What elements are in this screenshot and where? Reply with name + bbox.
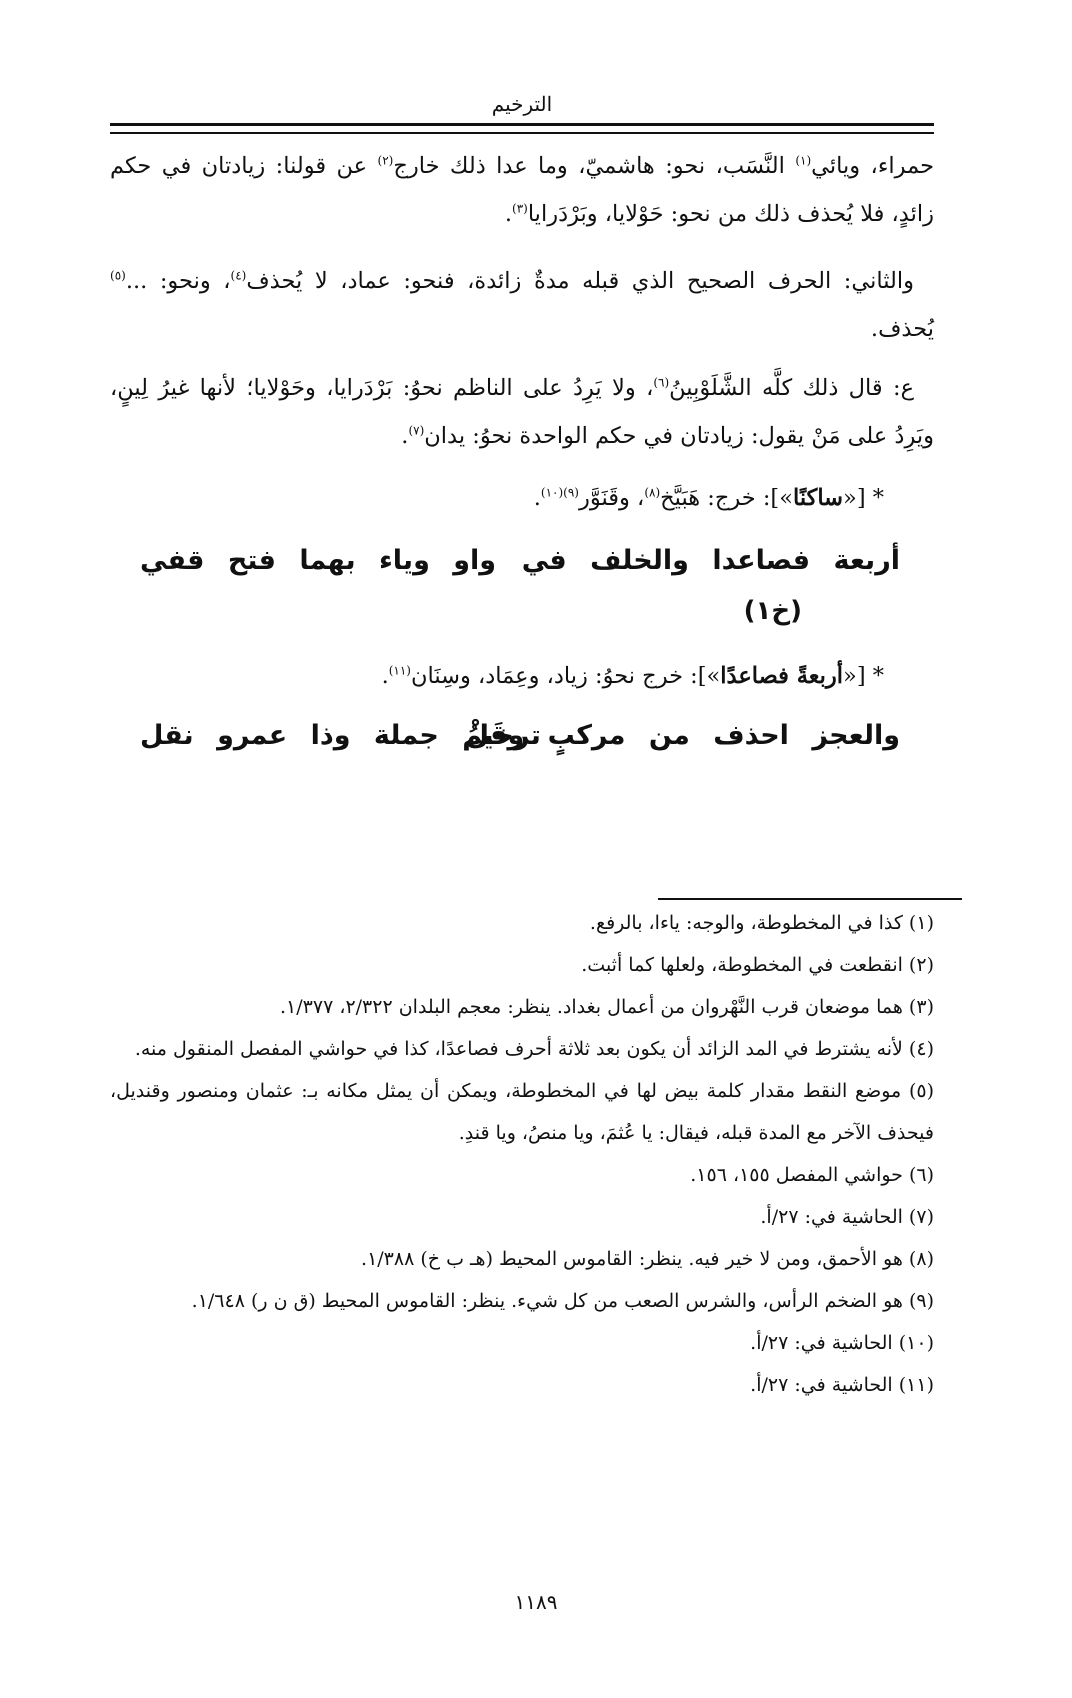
verse-line-1	[140, 545, 900, 589]
verse-manuscript-tag: (خ١)	[743, 596, 802, 626]
text-span: .	[504, 201, 512, 227]
text-span: النَّسَب، نحو: هاشميّ، وما عدا ذلك خارج	[393, 153, 796, 179]
text-span: والثاني: الحرف الصحيح الذي قبله مدةٌ زائدة، فنحو: عماد، لا يُحذف	[246, 268, 914, 294]
main-text	[110, 142, 934, 238]
text-span: * [«	[843, 663, 884, 689]
footnote-separator	[658, 898, 962, 900]
footnote-ref[interactable]: (٤)	[230, 268, 247, 283]
paragraph-4-block	[110, 474, 934, 522]
text-span: ، وقَنَوَّر	[578, 485, 645, 511]
paragraph-4	[110, 474, 884, 522]
running-title: الترخيم	[491, 92, 553, 116]
footnote-2: (٢) انقطعت في المخطوطة، ولعلها كما أثبت.	[581, 954, 934, 976]
footnote-1: (١) كذا في المخطوطة، والوجه: ياءا، بالرفع.	[589, 912, 934, 934]
footnotes	[110, 902, 934, 1406]
verse-second-hemistich: ترخيمُ جملة وذا عمرو نقل	[140, 720, 541, 751]
footnote-ref[interactable]: (٧)	[408, 423, 425, 438]
text-span: .	[533, 485, 541, 511]
footnote-ref[interactable]: (١)	[795, 153, 812, 168]
verse-line-2	[140, 720, 900, 764]
footnote-6: (٦) حواشي المفصل ١٥٥، ١٥٦.	[690, 1164, 934, 1186]
verse-first-hemistich: والعجز احذف من مركبٍ وقَلْ	[465, 720, 900, 751]
footnote-8: (٨) هو الأحمق، ومن لا خير فيه. ينظر: القاموس المحيط (هـ ب خ) ١/٣٨٨.	[361, 1248, 934, 1270]
text-span: »]: خرج نحوُ: زياد، وعِمَاد، وسِنَان	[410, 663, 721, 689]
paragraph-2	[110, 257, 934, 353]
bold-term: ساكنًا	[792, 485, 844, 511]
paragraph-5-block	[110, 652, 934, 700]
verse-first-hemistich: أربعة فصاعدا والخلف في	[521, 545, 900, 576]
text-span: ، ولا يَرِدُ على الناظم نحوُ: بَرْدَرايا، وحَوْلايا؛ لأنها غيرُ لِينٍ، ويَرِدُ على مَنْ يقول: زيادتان في حكم الواحدة نحوُ: يدان	[110, 375, 934, 449]
footnote-3: (٣) هما موضعان قرب النَّهْروان من أعمال بغداد. ينظر: معجم البلدان ٢/٣٢٢، ١/٣٧٧.	[280, 996, 934, 1018]
text-span: عن قولنا: زيادتان في حكم زائدٍ، فلا يُحذف ذلك من نحو: حَوْلايا، وبَرْدَرايا	[110, 153, 934, 227]
paragraph-3-block	[110, 364, 934, 460]
text-span: .	[381, 663, 389, 689]
paragraph-3	[110, 364, 934, 460]
footnote-ref[interactable]: (٩)(١٠)	[540, 485, 579, 500]
footnote-11: (١١) الحاشية في: ٢٧/أ.	[750, 1374, 934, 1396]
paragraph-5	[110, 652, 884, 700]
footnote-ref[interactable]: (٣)	[512, 201, 528, 216]
paragraph-1	[110, 142, 934, 238]
text-span: .	[401, 423, 409, 449]
text-span: * [«	[843, 485, 884, 511]
paragraph-2-block	[110, 257, 934, 353]
footnote-ref[interactable]: (٦)	[653, 375, 670, 390]
footnote-5: (٥) موضع النقط مقدار كلمة بيض لها في المخطوطة، ويمكن أن يمثل مكانه بـ: عثمان ومنصور وقنديل، فيحذف الآخر مع المدة قبله، فيقال: يا عُثمَ، ويا منصُ، ويا قندِ.	[110, 1080, 934, 1144]
text-span: »]: خرج: هَبَيَّخ	[660, 485, 793, 511]
header-rule-thick	[110, 123, 934, 126]
footnote-ref[interactable]: (٥)	[110, 268, 126, 283]
footnote-10: (١٠) الحاشية في: ٢٧/أ.	[750, 1332, 934, 1354]
footnote-7: (٧) الحاشية في: ٢٧/أ.	[760, 1206, 934, 1228]
footnote-ref[interactable]: (٢)	[377, 153, 394, 168]
footnote-ref[interactable]: (١١)	[388, 663, 411, 678]
header-rule-thin	[110, 132, 934, 134]
page-number: ١١٨٩	[514, 1590, 558, 1614]
text-span: يُحذف.	[870, 316, 934, 342]
bold-term: أربعةً فصاعدًا	[720, 663, 844, 689]
text-span: ع: قال ذلك كلَّه الشَّلَوْبِينُ	[669, 375, 914, 401]
verse-second-hemistich: واو وياء بهما فتح قفي	[140, 545, 497, 576]
text-span: ، ونحو: ...	[125, 268, 231, 294]
footnote-ref[interactable]: (٨)	[644, 485, 661, 500]
text-span: حمراء، ويائي	[811, 153, 934, 179]
footnote-4: (٤) لأنه يشترط في المد الزائد أن يكون بعد ثلاثة أحرف فصاعدًا، كذا في حواشي المفصل المنقول منه.	[134, 1038, 934, 1060]
footnote-9: (٩) هو الضخم الرأس، والشرس الصعب من كل شيء. ينظر: القاموس المحيط (ق ن ر) ١/٦٤٨.	[191, 1290, 934, 1312]
